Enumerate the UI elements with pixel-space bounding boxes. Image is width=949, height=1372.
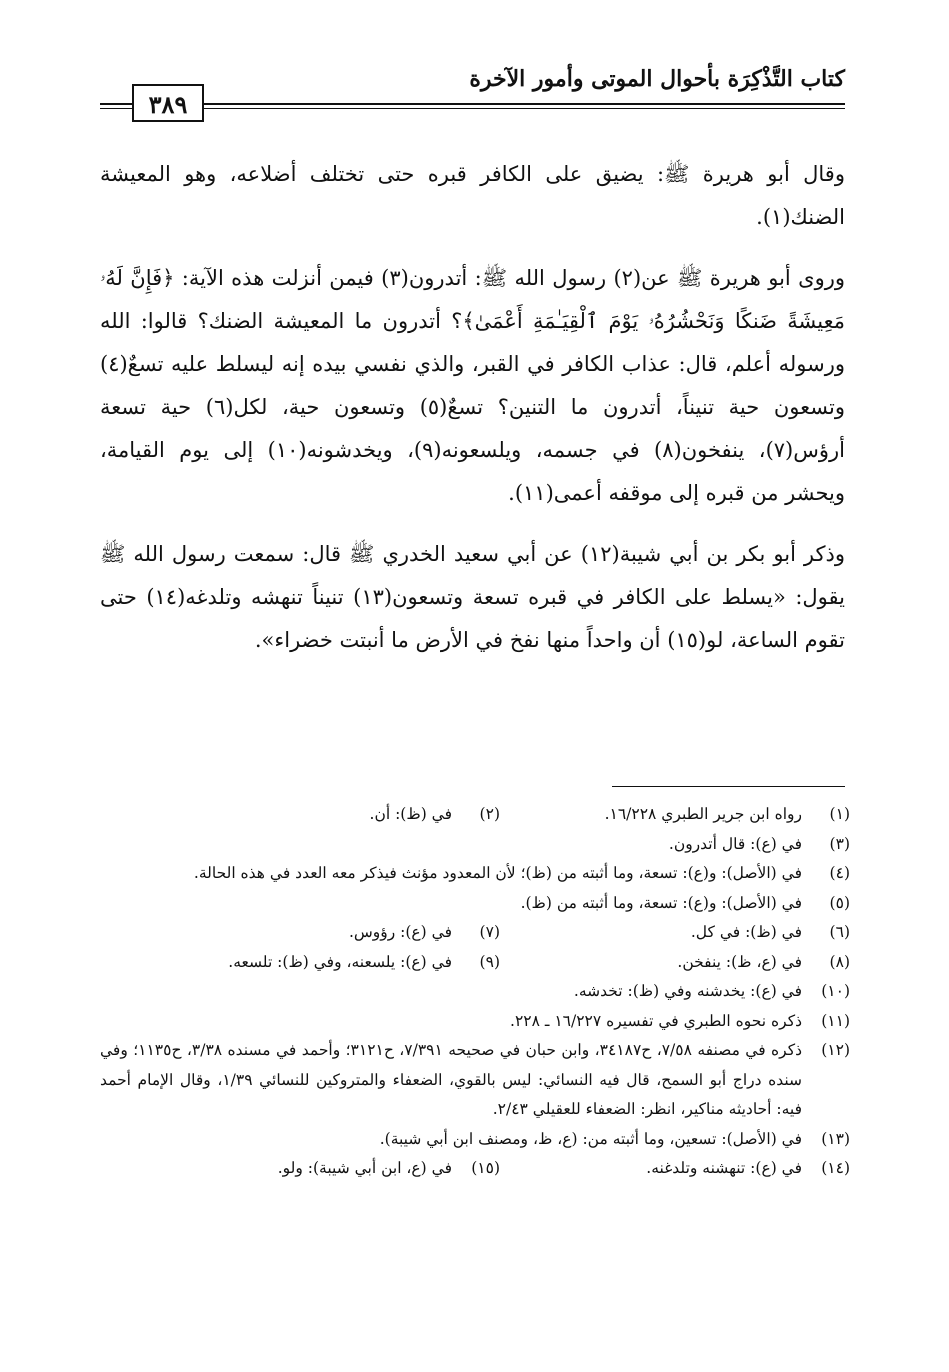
footnote-text: في (ع، ابن أبي شيبة): ولو. — [277, 1159, 452, 1177]
header-rule-thin — [100, 108, 845, 109]
footnote-row — [100, 800, 850, 830]
footnote-number: (٩) — [479, 952, 500, 971]
footnote-number: (١٠) — [821, 982, 850, 1000]
footnote — [100, 1007, 850, 1037]
footnote-text: في (الأصل): و(ع): تسعة، وما أثبته من (ظ). — [520, 893, 802, 912]
footnote — [100, 859, 850, 889]
footnote-text: رواه ابن جرير الطبري ١٦/٢٢٨. — [604, 805, 802, 823]
footnote — [100, 889, 850, 919]
header-rule — [100, 103, 845, 105]
running-title: كتاب التَّذْكِرَة بأحوال الموتى وأمور الآخرة — [469, 66, 845, 92]
footnote — [100, 1125, 850, 1155]
footnote-text: في (ع): يلسعنه، وفي (ظ): تلسعه. — [228, 952, 452, 971]
footnote — [100, 830, 850, 860]
footnote-text: في (ع): رؤوس. — [348, 923, 452, 941]
footnote-separator — [612, 786, 845, 787]
footnote-text: في (ع، ظ): ينفخن. — [677, 952, 802, 971]
footnote-row — [100, 948, 850, 978]
footnote-text: في (ظ): أن. — [369, 805, 452, 823]
footnote-number: (٧) — [479, 923, 500, 941]
footnote-number: (٢) — [479, 805, 500, 823]
footnote-number: (٥) — [829, 893, 850, 912]
footnote-row — [100, 918, 850, 948]
footnote-number: (٨) — [829, 952, 850, 971]
footnote-number: (٦) — [829, 923, 850, 941]
footnote-number: (١١) — [821, 1011, 850, 1030]
paragraph: وروى أبو هريرة ﷺ عن(٢) رسول الله ﷺ: أتدرون(٣) فيمن أنزلت هذه الآية: ﴿فَإِنَّ لَهُۥ مَعِيشَةً ضَنكًا وَنَحْشُرُهُۥ يَوْمَ ٱلْقِيَـٰمَةِ أَعْمَىٰ﴾؟ أتدرون ما المعيشة الضنك؟ قالوا: الله ورسوله أعلم، قال: عذاب الكافر في القبر، والذي نفسي بيده إنه ليسلط عليه تسعٌ(٤) وتسعون حية تنيناً، أتدرون ما التنين؟ تسعٌ(٥) وتسعون حية، لكل(٦) حية تسعة أرؤس(٧)، ينفخون(٨) في جسمه، ويلسعونه(٩)، ويخدشونه(١٠) إلى يوم القيامة، ويحشر من قبره إلى موقفه أعمى(١١). — [100, 266, 845, 505]
page-number: ٣٨٩ — [132, 84, 204, 122]
main-text — [100, 153, 845, 680]
footnote-number: (١) — [829, 805, 850, 823]
footnote-number: (٣) — [829, 834, 850, 853]
footnote — [100, 977, 850, 1007]
footnote-number: (١٥) — [471, 1159, 500, 1177]
footnote-number: (١٤) — [821, 1159, 850, 1177]
footnote-text: في (ع): قال أتدرون. — [668, 834, 802, 853]
footnote-text: في (الأصل): و(ع): تسعة، وما أثبته من (ظ)؛ لأن المعدود مؤنث فيذكر معه العدد في هذه الحالة. — [193, 864, 802, 882]
footnote-text: في (الأصل): تسعين، وما أثبته من: (ع، ظ، ومصنف ابن أبي شيبة). — [379, 1129, 802, 1148]
footnotes — [100, 800, 850, 1184]
footnote-number: (٤) — [829, 864, 850, 882]
footnote-text: ذكره نحوه الطبري في تفسيره ١٦/٢٢٧ ـ ٢٢٨. — [510, 1011, 802, 1030]
footnote — [100, 1036, 850, 1125]
paragraph: وذكر أبو بكر بن أبي شيبة(١٢) عن أبي سعيد الخدري ﷺ قال: سمعت رسول الله ﷺ يقول: «يسلط على الكافر في قبره تسعة وتسعون(١٣) تنيناً تنهشه وتلدغه(١٤) حتى تقوم الساعة، لو(١٥) أن واحداً منها نفخ في الأرض ما أنبتت خضراء». — [100, 542, 846, 652]
footnote-text: في (ع): تنهشنه وتلدغنه. — [646, 1159, 802, 1177]
footnote-number: (١٢) — [821, 1041, 850, 1059]
paragraph: وقال أبو هريرة ﷺ: يضيق على الكافر قبره حتى تختلف أضلاعه، وهو المعيشة الضنك(١). — [100, 162, 845, 229]
footnote-text: في (ع): يخدشنه وفي (ظ): تخدشه. — [573, 982, 802, 1000]
footnote-row — [100, 1154, 850, 1184]
footnote-number: (١٣) — [821, 1129, 850, 1148]
footnote-text: ذكره في مصنفه ٧/٥٨، ح٣٤١٨٧، وابن حبان في صحيحه ٧/٣٩١، ح٣١٢١؛ وأحمد في مسنده ٣/٣٨، ح١١٣٥؛ وفي سنده دراج أبو السمح، قال فيه النسائي: ليس بالقوي، الضعفاء والمتروكين للنسائي ١/٣٩، وقال الإمام أحمد فيه: أحاديثه مناكير، انظر: الضعفاء للعقيلي ٢/٤٣. — [100, 1041, 802, 1118]
footnote-text: في (ظ): في كل. — [690, 923, 802, 941]
